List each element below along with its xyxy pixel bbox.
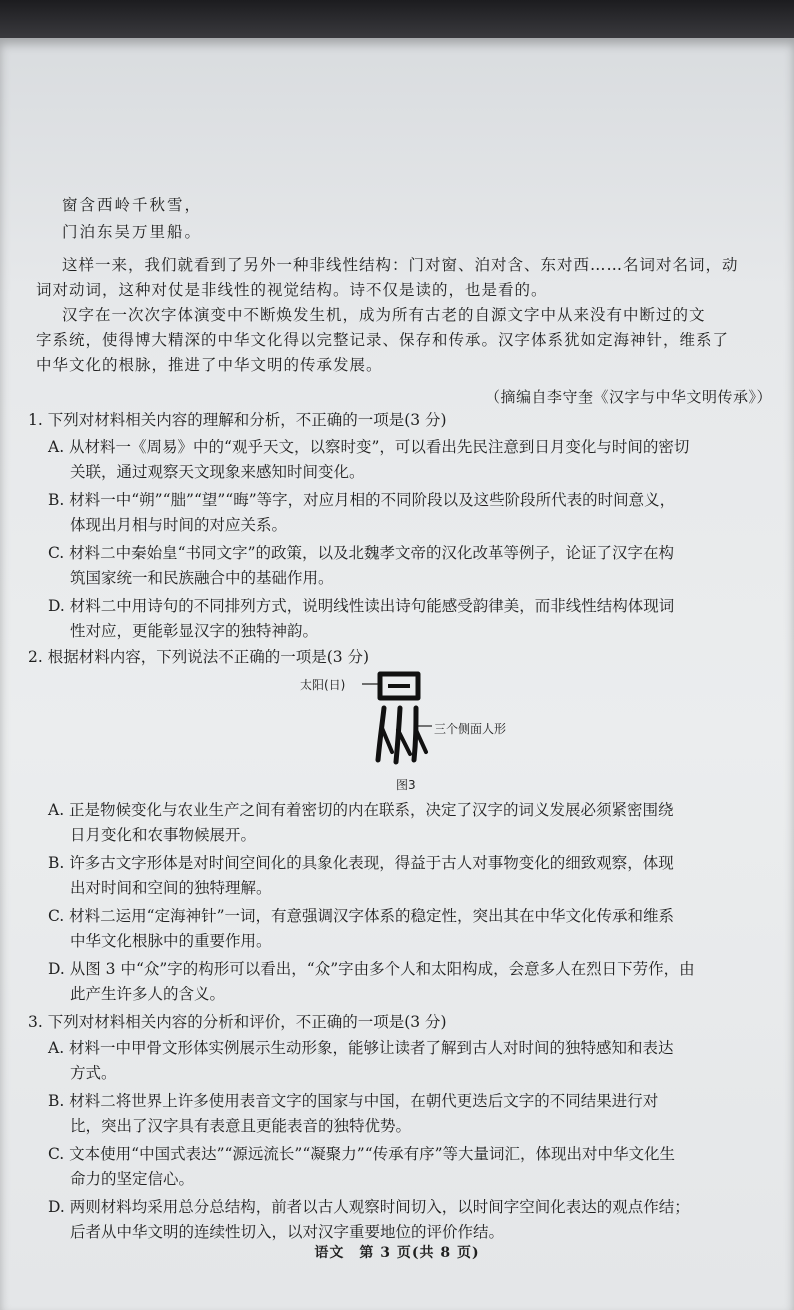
figure-label-people: 三个侧面人形 — [434, 722, 507, 736]
q1-option-d-line-2: 性对应，更能彰显汉字的独特神韵。 — [70, 622, 319, 640]
q3-option-d-line-1: D. 两则材料均采用总分总结构，前者以古人观察时间切入，以时间字空间化表达的观点作结； — [48, 1198, 690, 1216]
q3-option-d-line-2: 后者从中华文明的连续性切入，以对汉字重要地位的评价作结。 — [70, 1223, 505, 1241]
q2-option-b-line-2: 出对时间和空间的独特理解。 — [70, 879, 272, 897]
figure-label-sun: 太阳(日) — [300, 678, 346, 692]
paragraph-1-line-2: 词对动词，这种对仗是非线性的视觉结构。诗不仅是读的，也是看的。 — [36, 281, 548, 299]
q1-option-a-line-2: 关联，通过观察天文现象来感知时间变化。 — [70, 463, 365, 481]
poem-line-2: 门泊东吴万里船。 — [62, 223, 203, 241]
q3-option-a-line-2: 方式。 — [70, 1064, 117, 1082]
paragraph-1-line-1: 这样一来，我们就看到了另外一种非线性结构：门对窗、泊对含、东对西……名词对名词，动 — [62, 256, 739, 274]
q1-option-c-line-2: 筑国家统一和民族融合中的基础作用。 — [70, 569, 334, 587]
paragraph-2-line-3: 中华文化的根脉，推进了中华文明的传承发展。 — [36, 356, 383, 374]
paragraph-2-line-2: 字系统，使得博大精深的中华文化得以完整记录、保存和传承。汉字体系犹如定海神针，维系了 — [36, 331, 730, 349]
q2-option-c-line-2: 中华文化根脉中的重要作用。 — [70, 932, 272, 950]
poem-line-1: 窗含西岭千秋雪， — [62, 196, 203, 214]
q1-option-c-line-1: C. 材料二中秦始皇“书同文字”的政策，以及北魏孝文帝的汉化改革等例子，论证了汉字在构 — [48, 544, 675, 562]
q3-option-c-line-1: C. 文本使用“中国式表达”“源远流长”“凝聚力”“传承有序”等大量词汇，体现出对中华文化生 — [48, 1145, 676, 1163]
q2-stem: 2. 根据材料内容，下列说法不正确的一项是(3 分) — [28, 648, 370, 666]
q2-option-d-line-2: 此产生许多人的含义。 — [70, 985, 226, 1003]
q1-option-b-line-1: B. 材料一中“朔”“朏”“望”“晦”等字，对应月相的不同阶段以及这些阶段所代表的时间意义， — [48, 491, 676, 509]
q2-option-c-line-1: C. 材料二运用“定海神针”一词，有意强调汉字体系的稳定性，突出其在中华文化传承和维系 — [48, 907, 675, 925]
figure-3-zhong-character — [300, 668, 540, 798]
q3-option-c-line-2: 命力的坚定信心。 — [70, 1170, 195, 1188]
q2-option-a-line-1: A. 正是物候变化与农业生产之间有着密切的内在联系，决定了汉字的词义发展必须紧密围绕 — [48, 801, 674, 819]
q1-option-d-line-1: D. 材料二中用诗句的不同排列方式，说明线性读出诗句能感受韵律美，而非线性结构体现词 — [48, 597, 675, 615]
figure-caption: 图3 — [396, 778, 416, 792]
q2-option-d-line-1: D. 从图 3 中“众”字的构形可以看出，“众”字由多个人和太阳构成，会意多人在烈日下劳作，由 — [48, 960, 695, 978]
q2-option-a-line-2: 日月变化和农事物候展开。 — [70, 826, 257, 844]
q3-option-a-line-1: A. 材料一中甲骨文形体实例展示生动形象，能够让读者了解到古人对时间的独特感知和表达 — [48, 1039, 674, 1057]
paragraph-2-line-1: 汉字在一次次字体演变中不断焕发生机，成为所有古老的自源文字中从来没有中断过的文 — [62, 306, 706, 324]
q1-option-a-line-1: A. 从材料一《周易》中的“观乎天文，以察时变”，可以看出先民注意到日月变化与时间的密切 — [48, 438, 690, 456]
oracle-bone-glyph-icon — [300, 668, 540, 778]
q3-stem: 3. 下列对材料相关内容的分析和评价，不正确的一项是(3 分) — [28, 1013, 447, 1031]
q1-stem: 1. 下列对材料相关内容的理解和分析，不正确的一项是(3 分) — [28, 411, 447, 429]
q3-option-b-line-1: B. 材料二将世界上许多使用表音文字的国家与中国，在朝代更迭后文字的不同结果进行对 — [48, 1092, 659, 1110]
source-citation: （摘编自李守奎《汉字与中华文明传承》） — [484, 388, 772, 406]
q1-option-b-line-2: 体现出月相与时间的对应关系。 — [70, 516, 288, 534]
q2-option-b-line-1: B. 许多古文字形体是对时间空间化的具象化表现，得益于古人对事物变化的细致观察，体现 — [48, 854, 674, 872]
page-footer: 语文 第 3 页(共 8 页) — [314, 1245, 480, 1261]
q3-option-b-line-2: 比，突出了汉字具有表意且更能表音的独特优势。 — [70, 1117, 412, 1135]
